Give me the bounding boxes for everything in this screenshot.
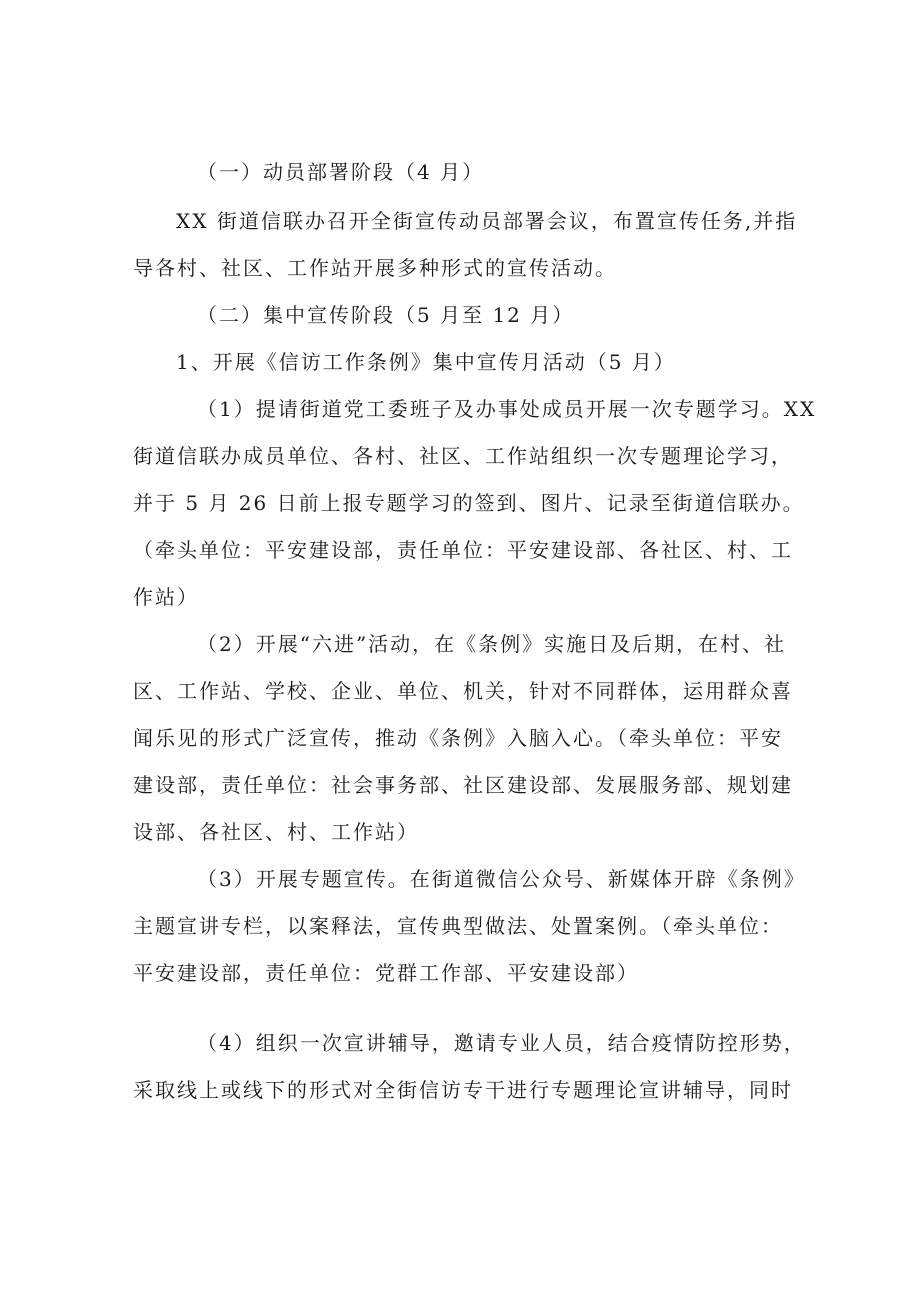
item-4-line-2: 采取线上或线下的形式对全街信访专干进行专题理论宣讲辅导，同时 — [133, 1078, 793, 1102]
section-heading-1: （一）动员部署阶段（4 月） — [197, 160, 485, 184]
section-heading-2: （二）集中宣传阶段（5 月至 12 月） — [197, 303, 575, 327]
item-1-line-2: 街道信联办成员单位、各村、社区、工作站组织一次专题理论学习， — [133, 444, 793, 468]
subsection-heading-1: 1、开展《信访工作条例》集中宣传月活动（5 月） — [176, 350, 676, 374]
item-1-line-5: 作站） — [133, 585, 199, 609]
item-4-line-1: （4）组织一次宣讲辅导，邀请专业人员，结合疫情防控形势， — [197, 1031, 806, 1055]
item-3-line-1: （3）开展专题宣传。在街道微信公众号、新媒体开辟《条例》 — [197, 867, 806, 891]
paragraph-1-line-1: XX 街道信联办召开全街宣传动员部署会议，布置宣传任务,并指 — [176, 209, 798, 233]
item-1-line-3: 并于 5 月 26 日前上报专题学习的签到、图片、记录至街道信联办。 — [133, 491, 805, 515]
item-1-line-4: （牵头单位：平安建设部，责任单位：平安建设部、各社区、村、工 — [133, 538, 793, 562]
item-3-line-2: 主题宣讲专栏，以案释法，宣传典型做法、处置案例。（牵头单位： — [133, 914, 783, 938]
item-2-line-3: 闻乐见的形式广泛宣传，推动《条例》入脑入心。（牵头单位：平安 — [133, 726, 783, 750]
item-2-line-2: 区、工作站、学校、企业、单位、机关，针对不同群体，运用群众喜 — [133, 679, 793, 703]
paragraph-1-line-2: 导各村、社区、工作站开展多种形式的宣传活动。 — [133, 256, 617, 280]
item-1-line-1: （1）提请街道党工委班子及办事处成员开展一次专题学习。XX — [197, 397, 817, 421]
item-2-line-1: （2）开展“六进”活动，在《条例》实施日及后期，在村、社 — [197, 632, 787, 656]
item-3-line-3: 平安建设部，责任单位：党群工作部、平安建设部） — [133, 961, 639, 985]
item-2-line-4: 建设部，责任单位：社会事务部、社区建设部、发展服务部、规划建 — [133, 773, 793, 797]
item-2-line-5: 设部、各社区、村、工作站） — [133, 820, 419, 844]
